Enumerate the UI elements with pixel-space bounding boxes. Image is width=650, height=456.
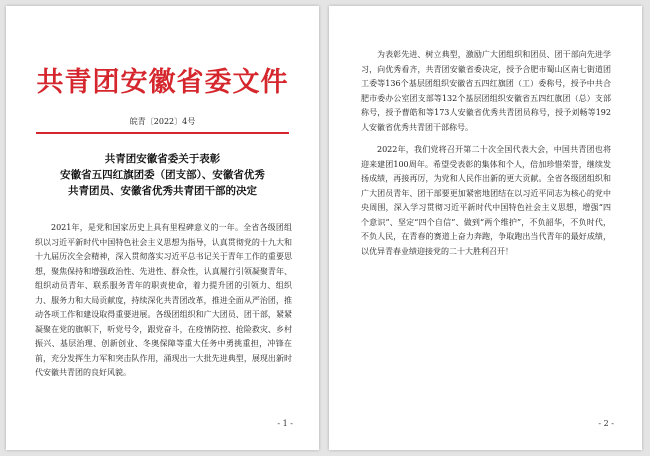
decision-title-line: 共青团员、安徽省优秀共青团干部的决定 (68, 185, 257, 197)
body-paragraph: 2021年，是党和国家历史上具有里程碑意义的一年。全省各级团组织以习近平新时代中国特色社会主义思想为指导，认真贯彻党的十九大和十九届历次全会精神，深入贯彻落实习近平总书记关于青年工作的重要思想，聚焦保持和增强政治性、先进性、群众性，认真履行引领凝聚青年、组织动员青年、联系服务青年的职责使命，着力提升团的引领力、组织力、服务力和大局贡献度，持续深化共青团改革，推进全面从严治团，推动各项工作和建设取得重要进展。各级团组织和广大团员、团干部，紧紧凝聚在党的旗帜下，听党号令，跟党奋斗，在疫情防控、抢险救灾、乡村振兴、基层治理、创新创业、冬奥保障等重大任务中勇挑重担，冲锋在前，充分发挥生力军和突击队作用，涌现出一大批先进典型，展现出新时代安徽共青团的良好风貌。 (35, 223, 292, 377)
decision-title (16, 151, 309, 199)
page-number: - 2 - (598, 419, 614, 428)
document-header-title: 共青团安徽省委文件 (36, 67, 289, 98)
document-number: 皖青〔2022〕4号 (129, 117, 196, 126)
body-paragraph: 为表彰先进、树立典型，激励广大团组织和团员、团干部向先进学习，向优秀看齐，共青团安徽省委决定，授予合肥市蜀山区南七街道团工委等136个基层团组织安徽省五四红旗团（工）委称号，授予中共合肥市委办公室团支部等132个基层团组织安徽省五四红旗团（总）支部称号，授予曹皓和等173人安徽省优秀共青团员称号，授予刘畅等192人安徽省优秀共青团干部称号。 (361, 50, 611, 132)
document-page-2 (329, 6, 642, 450)
page-2-body (361, 48, 611, 261)
page-number: - 1 - (277, 419, 293, 428)
body-paragraph: 2022年，我们党将召开第二十次全国代表大会，中国共青团也将迎来建团100周年。希望受表彰的集体和个人，倍加珍惜荣誉，继续发扬成绩，再接再厉，为党和人民作出新的更大贡献。全省各级团组织和广大团员青年、团干部要更加紧密地团结在以习近平同志为核心的党中央周围，深入学习贯彻习近平新时代中国特色社会主义思想，增强“四个意识”、坚定“四个自信”、做到“两个维护”，不负韶华，不负时代，不负人民，在青春的赛道上奋力奔跑，争取跑出当代青年的最好成绩，以优异青春业绩迎接党的二十大胜利召开！ (361, 145, 611, 256)
red-divider-line (36, 132, 289, 134)
decision-title-line: 安徽省五四红旗团委（团支部）、安徽省优秀 (60, 169, 265, 181)
decision-title-line: 共青团安徽省委关于表彰 (104, 153, 221, 165)
page-1-body (35, 221, 292, 383)
document-page-1 (6, 6, 319, 450)
